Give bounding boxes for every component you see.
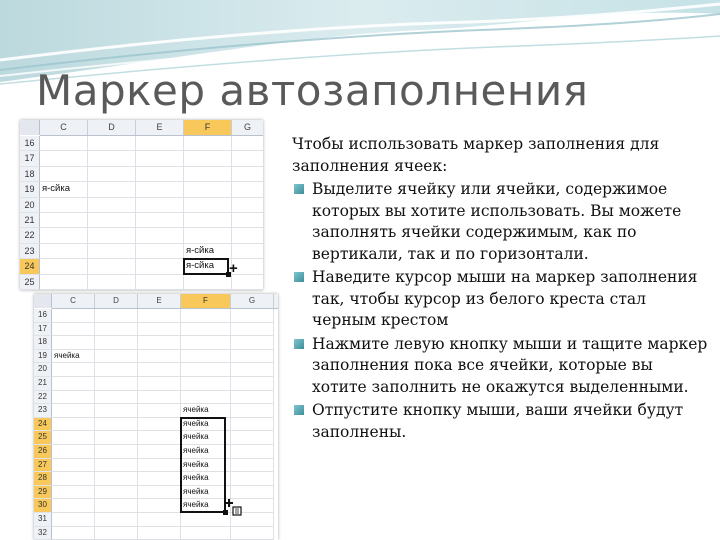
- row-header: 25: [34, 431, 52, 445]
- row-header: 20: [20, 198, 40, 213]
- column-header: F: [184, 120, 232, 135]
- grid-line-horizontal: [52, 322, 274, 323]
- row-header: 26: [34, 445, 52, 459]
- column-header: C: [40, 120, 88, 135]
- selection-outline: [180, 417, 226, 513]
- column-header: G: [232, 120, 263, 135]
- sheet-corner: [34, 294, 52, 308]
- row-header: 24: [20, 259, 40, 274]
- grid-line-horizontal: [40, 166, 263, 167]
- column-header-bar: [40, 120, 263, 136]
- grid-line-horizontal: [40, 258, 263, 259]
- cell-value: ячейка: [183, 446, 209, 455]
- grid-line-horizontal: [40, 197, 263, 198]
- cell-value: я-сйка: [42, 183, 71, 195]
- cell-value: ячейка: [183, 405, 209, 415]
- row-header: 19: [20, 182, 40, 197]
- bullet-text: Отпустите кнопку мыши, ваши ячейки будут заполнены.: [312, 401, 684, 441]
- grid-line-vertical: [94, 309, 95, 540]
- intro-text: Чтобы использовать маркер заполнения для заполнения ячеек:: [292, 135, 660, 175]
- grid-line-vertical: [273, 309, 274, 540]
- cell-value: ячейка: [183, 473, 209, 483]
- column-header: E: [138, 294, 181, 308]
- row-header: 22: [34, 391, 52, 405]
- row-header: 27: [34, 459, 52, 473]
- bullet-text: Выделите ячейку или ячейки, содержимое которых вы хотите использовать. Вы можете заполнять ячейки содержимым, как по вертикали, так и по горизонтали.: [312, 180, 682, 263]
- cell-value: ячейка: [54, 350, 80, 360]
- square-bullet-icon: [294, 339, 304, 349]
- row-header: 32: [34, 527, 52, 540]
- row-header: 20: [34, 363, 52, 377]
- square-bullet-icon: [294, 405, 304, 415]
- column-header: C: [52, 294, 95, 308]
- grid-line-vertical: [137, 309, 138, 540]
- row-header: 22: [20, 228, 40, 243]
- row-header: 28: [34, 472, 52, 486]
- column-header: D: [95, 294, 138, 308]
- list-item: [292, 267, 712, 332]
- slide-title: Маркер автозаполнения: [36, 66, 589, 115]
- grid-line-horizontal: [52, 417, 274, 418]
- row-header: 18: [20, 167, 40, 182]
- row-header: 30: [34, 499, 52, 513]
- row-header: 31: [34, 513, 52, 527]
- column-header: F: [181, 294, 231, 308]
- row-header: 16: [34, 309, 52, 323]
- row-header: 16: [20, 136, 40, 151]
- list-item: [292, 179, 712, 265]
- row-header: 19: [34, 350, 52, 364]
- cell-value: ячейка: [183, 500, 209, 510]
- grid-line-horizontal: [52, 444, 274, 445]
- bullet-text: Нажмите левую кнопку мыши и тащите маркер заполнения пока все ячейки, которые вы хотите заполнить не окажутся выделенными.: [312, 334, 708, 396]
- cell-value: ячейка: [183, 459, 209, 469]
- grid-line-horizontal: [40, 289, 263, 290]
- grid-line-vertical: [135, 136, 136, 290]
- column-header: D: [88, 120, 136, 135]
- column-header-bar: [52, 294, 278, 309]
- row-header: 24: [34, 418, 52, 432]
- grid-line-horizontal: [40, 150, 263, 151]
- grid-line-horizontal: [52, 526, 274, 527]
- column-header: E: [136, 120, 184, 135]
- grid-line-horizontal: [40, 212, 263, 213]
- list-item: [292, 334, 712, 399]
- crosshair-cursor-icon: +: [229, 260, 238, 278]
- cell-value: ячейка: [183, 418, 209, 428]
- row-header: 18: [34, 336, 52, 350]
- grid-line-horizontal: [40, 227, 263, 228]
- cell-value: ячейка: [183, 432, 209, 442]
- grid-line-horizontal: [52, 349, 274, 350]
- grid-line-horizontal: [52, 335, 274, 336]
- grid-line-horizontal: [40, 243, 263, 244]
- grid-line-horizontal: [52, 362, 274, 363]
- row-header: 21: [34, 377, 52, 391]
- row-header: 25: [20, 275, 40, 290]
- grid-line-horizontal: [40, 181, 263, 182]
- instruction-list: [292, 179, 712, 443]
- row-header: 17: [20, 151, 40, 166]
- sheet-corner: [20, 120, 40, 135]
- grid-line-horizontal: [52, 376, 274, 377]
- selection-outline: [183, 258, 229, 274]
- column-header: G: [231, 294, 274, 308]
- cell-value: я-сйка: [186, 260, 215, 272]
- grid-line-horizontal: [52, 403, 274, 404]
- grid-line-horizontal: [52, 430, 274, 431]
- list-item: [292, 400, 712, 443]
- row-header: 23: [20, 244, 40, 259]
- row-header: 21: [20, 213, 40, 228]
- spreadsheet-screenshot-after: [34, 294, 278, 540]
- instructions-text: [292, 134, 712, 445]
- square-bullet-icon: [294, 184, 304, 194]
- grid-line-horizontal: [52, 471, 274, 472]
- grid-line-vertical: [87, 136, 88, 290]
- row-header: 17: [34, 323, 52, 337]
- cell-value: я-сйка: [186, 244, 215, 256]
- cell-value: ячейка: [183, 486, 209, 496]
- spreadsheet-screenshot-before: [20, 120, 263, 290]
- bullet-text: Наведите курсор мыши на маркер заполнения так, чтобы курсор из белого креста стал черным крестом: [312, 268, 698, 329]
- row-header: 23: [34, 404, 52, 418]
- grid-line-horizontal: [52, 485, 274, 486]
- grid-line-horizontal: [52, 390, 274, 391]
- drag-fill-cursor-icon: [225, 497, 243, 517]
- square-bullet-icon: [294, 272, 304, 282]
- row-header: 29: [34, 486, 52, 500]
- grid-line-horizontal: [52, 458, 274, 459]
